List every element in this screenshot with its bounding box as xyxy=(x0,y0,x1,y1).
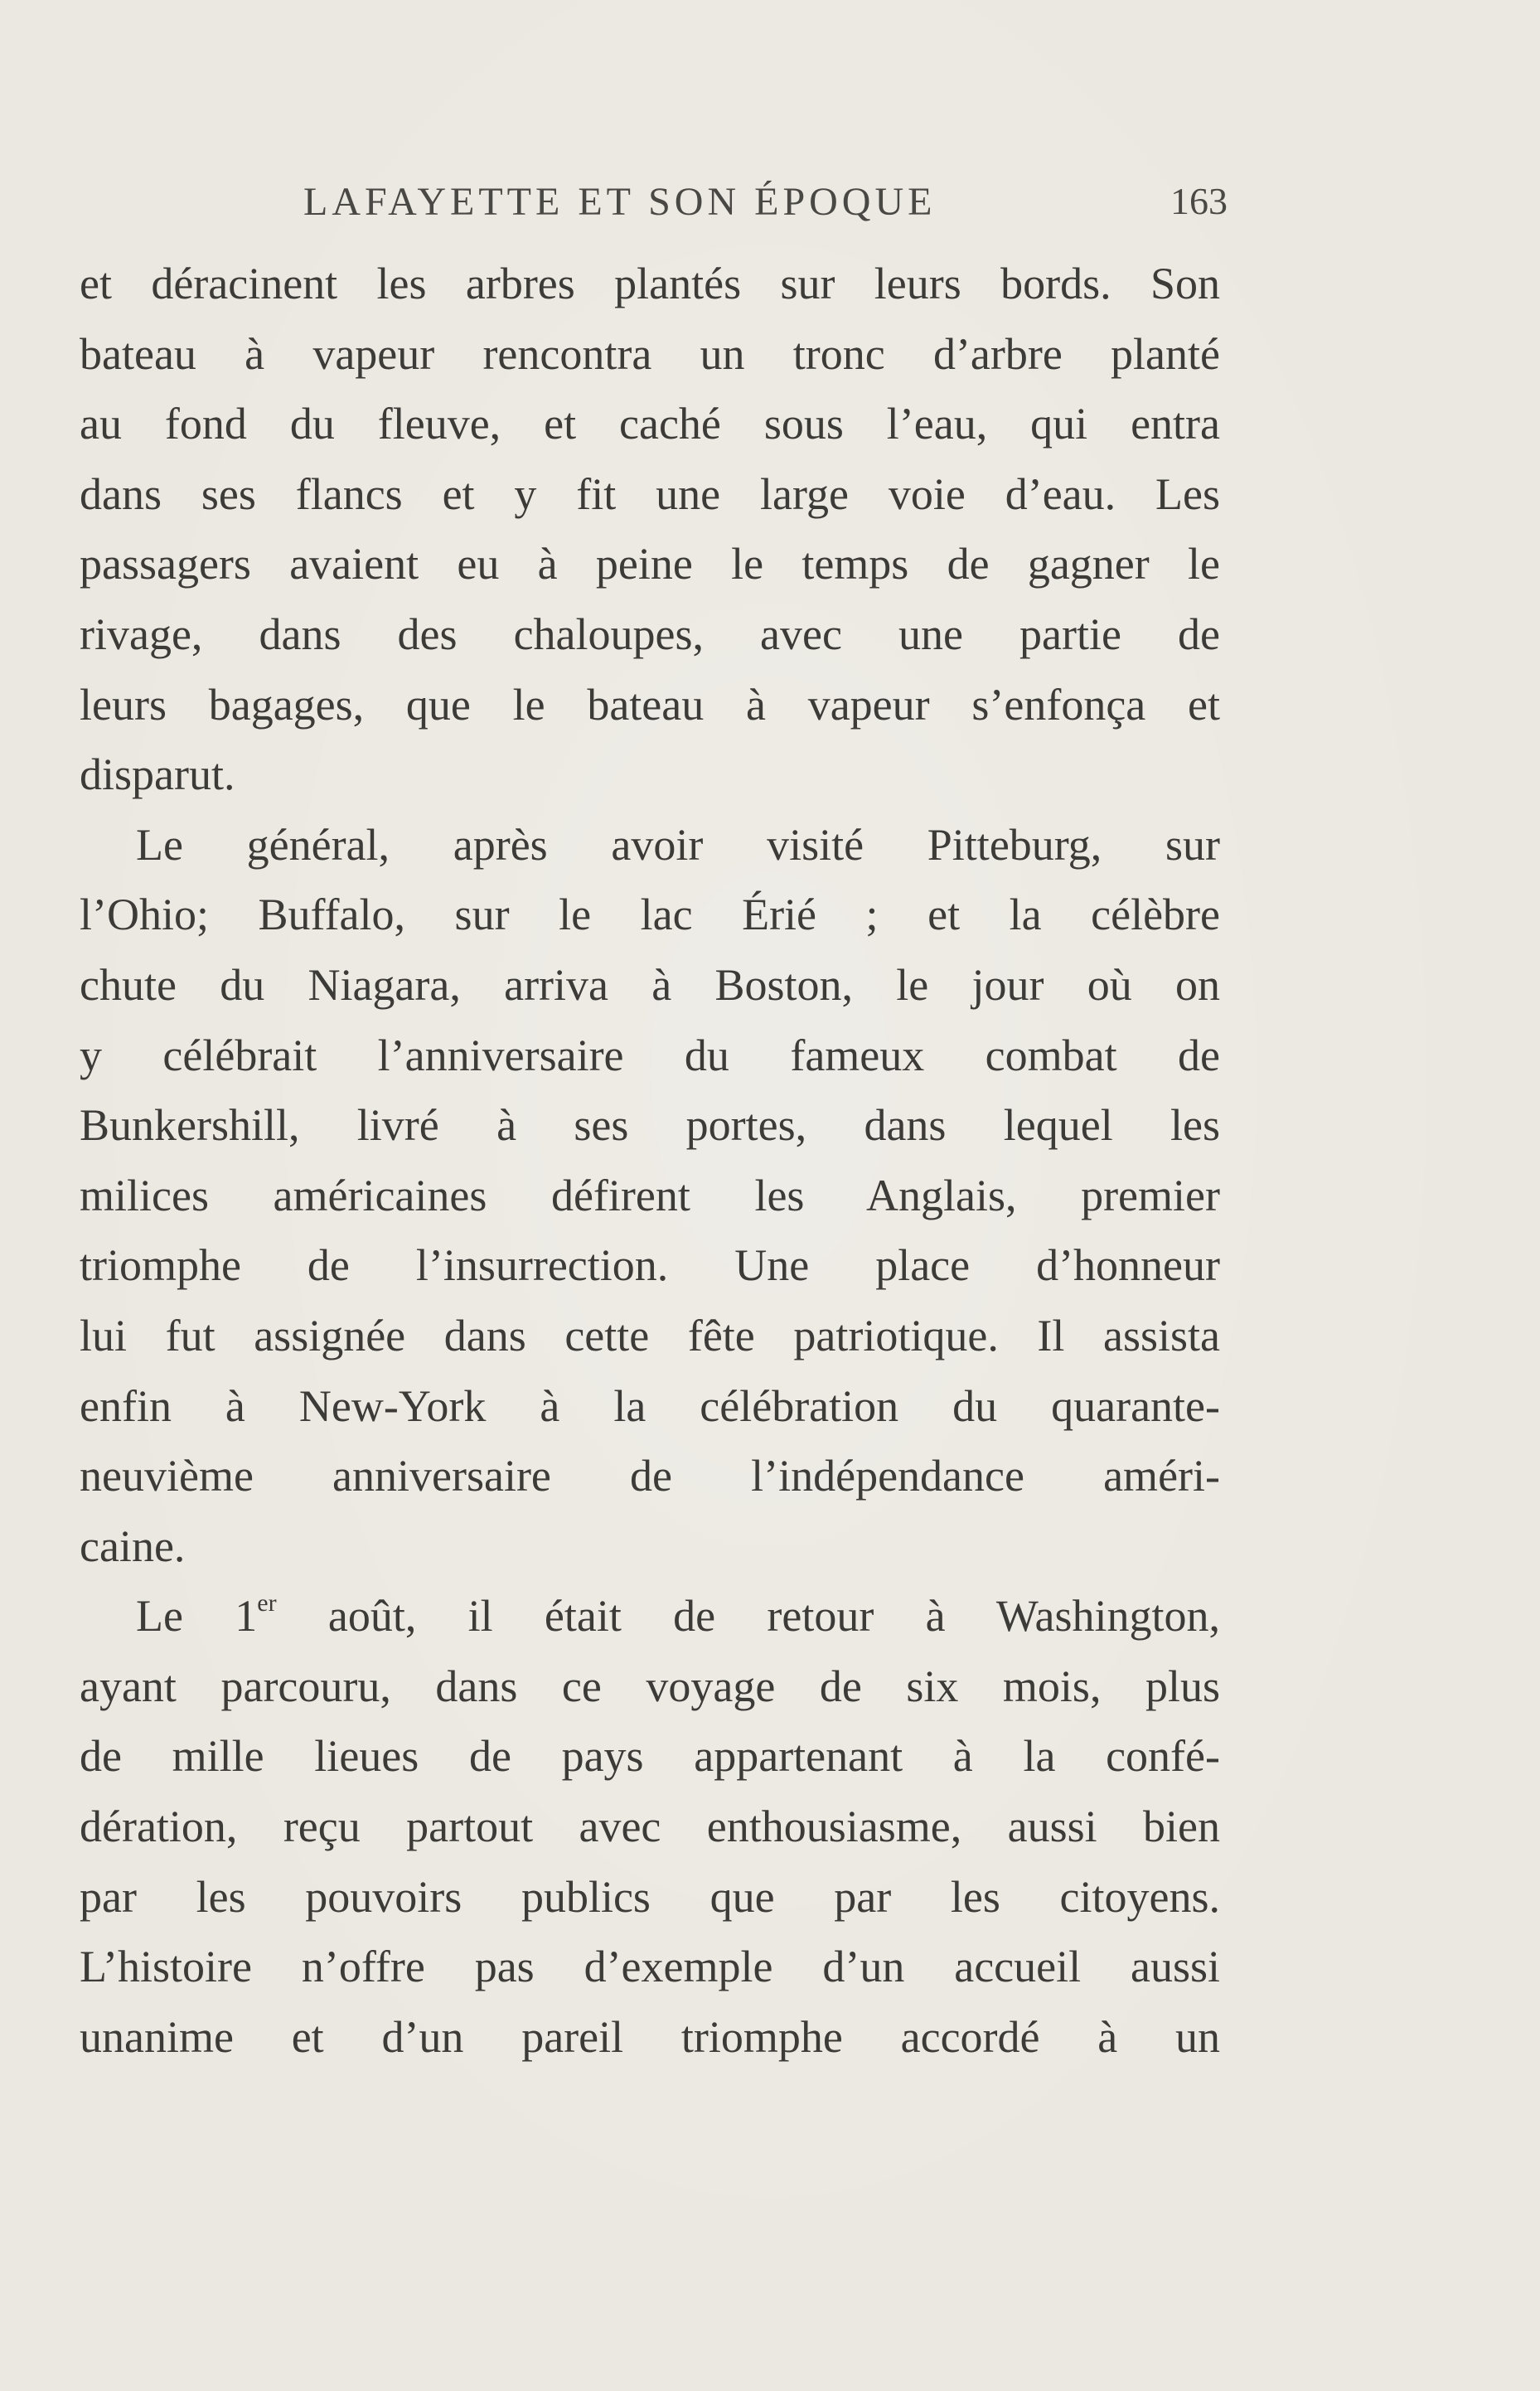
text-line: caine. xyxy=(80,1520,186,1571)
page-header xyxy=(80,179,1228,237)
text-line: dans ses flancs et y fit une large voie d’eau. Les xyxy=(80,468,1220,519)
text-line: bateau à vapeur rencontra un tronc d’arbre planté xyxy=(80,328,1220,379)
text-line: lui fut assignée dans cette fête patriotique. Il assista xyxy=(80,1310,1220,1360)
text-line xyxy=(80,1581,1220,1651)
page-number: 163 xyxy=(1170,180,1228,222)
text-line: disparut. xyxy=(80,749,235,800)
text-line: triomphe de l’insurrection. Une place d’honneur xyxy=(80,1240,1220,1291)
superscript: er xyxy=(257,1589,277,1617)
text-line: rivage, dans des chaloupes, avec une partie de xyxy=(80,609,1220,659)
text-segment: Le 1 xyxy=(136,1591,258,1642)
text-line: ayant parcouru, dans ce voyage de six mois, plus xyxy=(80,1661,1220,1711)
text-line: de mille lieues de pays appartenant à la confé- xyxy=(80,1731,1220,1782)
text-line: enfin à New-York à la célébration du quarante- xyxy=(80,1380,1220,1431)
text-line: L’histoire n’offre pas d’exemple d’un accueil aussi xyxy=(80,1942,1220,1992)
text-line: milices américaines défirent les Anglais, premier xyxy=(80,1170,1220,1220)
body-text xyxy=(80,249,1220,2072)
text-line: leurs bagages, que le bateau à vapeur s’enfonça et xyxy=(80,679,1220,730)
text-line: chute du Niagara, arriva à Boston, le jour où on xyxy=(80,959,1220,1010)
text-line: l’Ohio; Buffalo, sur le lac Érié ; et la célèbre xyxy=(80,890,1220,940)
text-line: unanime et d’un pareil triomphe accordé à un xyxy=(80,2011,1220,2062)
text-line: dération, reçu partout avec enthousiasme, aussi bien xyxy=(80,1802,1220,1852)
text-line: et déracinent les arbres plantés sur leurs bords. Son xyxy=(80,259,1220,308)
text-line: neuvième anniversaire de l’indépendance améri- xyxy=(80,1451,1220,1501)
text-line: Le général, après avoir visité Pitteburg, sur xyxy=(136,819,1220,870)
text-line: Bunkershill, livré à ses portes, dans lequel les xyxy=(80,1100,1220,1151)
text-line: au fond du fleuve, et caché sous l’eau, qui entra xyxy=(80,399,1220,449)
text-line: passagers avaient eu à peine le temps de gagner le xyxy=(80,539,1220,589)
running-title: LAFAYETTE ET SON ÉPOQUE xyxy=(303,180,937,224)
text-segment: août, il était de retour à Washington, xyxy=(276,1591,1221,1642)
text-line: par les pouvoirs publics que par les citoyens. xyxy=(80,1871,1220,1922)
text-line: y célébrait l’anniversaire du fameux combat de xyxy=(80,1030,1220,1080)
